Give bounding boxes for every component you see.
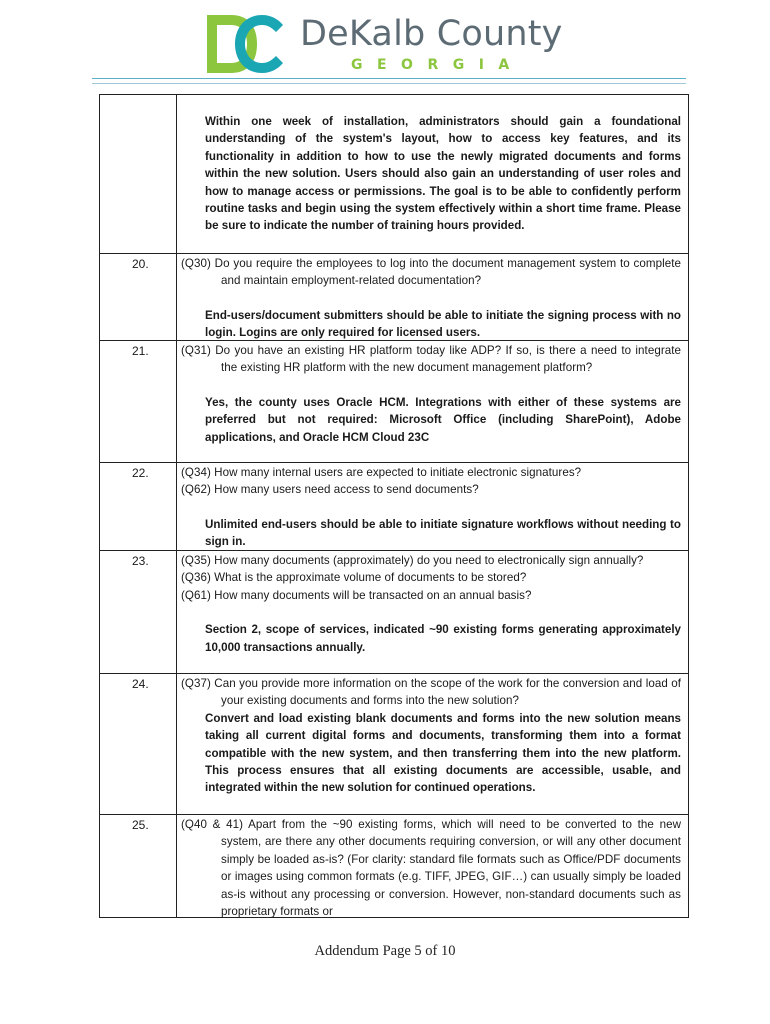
question-text: (Q61) How many documents will be transacted on an annual basis? <box>181 588 532 602</box>
row-number: 22. <box>132 466 149 480</box>
question-text: (Q35) How many documents (approximately) do you need to electronically sign annually? <box>181 554 644 567</box>
dekalb-logo-icon <box>205 13 285 75</box>
row-24-cell <box>181 675 681 797</box>
question-text: (Q30) Do you require the employees to log into the document management system to complete and maintain employment-related documentation? <box>181 257 681 288</box>
row-21-cell <box>181 342 681 446</box>
answer-text: Unlimited end-users should be able to initiate signature workflows without needing to sign in. <box>205 517 681 549</box>
row-number: 21. <box>132 344 149 358</box>
row-divider <box>100 340 688 341</box>
row-number: 20. <box>132 257 149 271</box>
row-number: 24. <box>132 677 149 691</box>
row-divider <box>100 814 688 815</box>
question-text: (Q37) Can you provide more information on the scope of the work for the conversion and load of your existing documents and forms into the new solution? <box>181 677 681 708</box>
questions-table <box>99 94 689 918</box>
row-number: 23. <box>132 554 149 568</box>
header-rule <box>92 78 686 79</box>
page-footer: Addendum Page 5 of 10 <box>314 943 456 959</box>
row-divider <box>100 673 688 674</box>
letterhead <box>0 0 770 95</box>
row-20-cell <box>181 255 681 342</box>
row-divider <box>100 462 688 463</box>
question-text: (Q31) Do you have an existing HR platform today like ADP? If so, is there a need to integrate the existing HR platform with the new document management platform? <box>181 344 681 375</box>
question-text: (Q34) How many internal users are expected to initiate electronic signatures? <box>181 466 582 479</box>
row-19-answer-cell <box>181 113 681 235</box>
answer-text: End-users/document submitters should be able to initiate the signing process with no login. Logins are only required for licensed users. <box>205 308 681 340</box>
answer-text: Convert and load existing blank documents and forms into the new solution means taking all current digital forms and documents, transforming them into a format compatible with the new system, and then transferring them into the new platform. This process ensures that all existing documents are accessible, usable, and integrated within the new solution for continued operations. <box>205 711 681 795</box>
question-text: (Q36) What is the approximate volume of documents to be stored? <box>181 571 527 585</box>
question-text: (Q62) How many users need access to send documents? <box>181 483 479 497</box>
column-divider <box>176 95 177 917</box>
row-22-cell <box>181 464 681 551</box>
row-23-cell <box>181 552 681 656</box>
row-number: 25. <box>132 818 149 832</box>
header-rule-thin <box>92 83 686 84</box>
row-25-cell <box>181 816 681 920</box>
question-text: (Q40 & 41) Apart from the ~90 existing forms, which will need to be converted to the new system, are there any other documents requiring conversion, or will any other document simply be loaded as-is? (For clarity: standard file formats such as Office/PDF documents or images using common formats (e.g. TIFF, JPEG, GIF…) can usually simply be loaded as-is without any processing or conversion. However, non-standard documents such as proprietary formats or <box>181 818 681 919</box>
row-divider <box>100 550 688 551</box>
state-name: GEORGIA <box>351 57 524 73</box>
answer-text: Yes, the county uses Oracle HCM. Integrations with either of these systems are preferred but not required: Microsoft Office (including SharePoint), Adobe applications, and Oracle HCM Cloud 23C <box>205 395 681 444</box>
row-divider <box>100 253 688 254</box>
answer-text: Section 2, scope of services, indicated ~90 existing forms generating approximately 10,000 transactions annually. <box>205 623 681 654</box>
county-name: DeKalb County <box>300 14 563 54</box>
answer-text: Within one week of installation, administrators should gain a foundational understanding of the system's layout, how to access key features, and its functionality in addition to how to use the newly migrated documents and forms within the new solution. Users should also gain an understanding of user roles and how to manage access or permissions. The goal is to be able to confidently perform routine tasks and begin using the system effectively within a short time frame. Please be sure to indicate the number of training hours provided. <box>205 115 681 233</box>
